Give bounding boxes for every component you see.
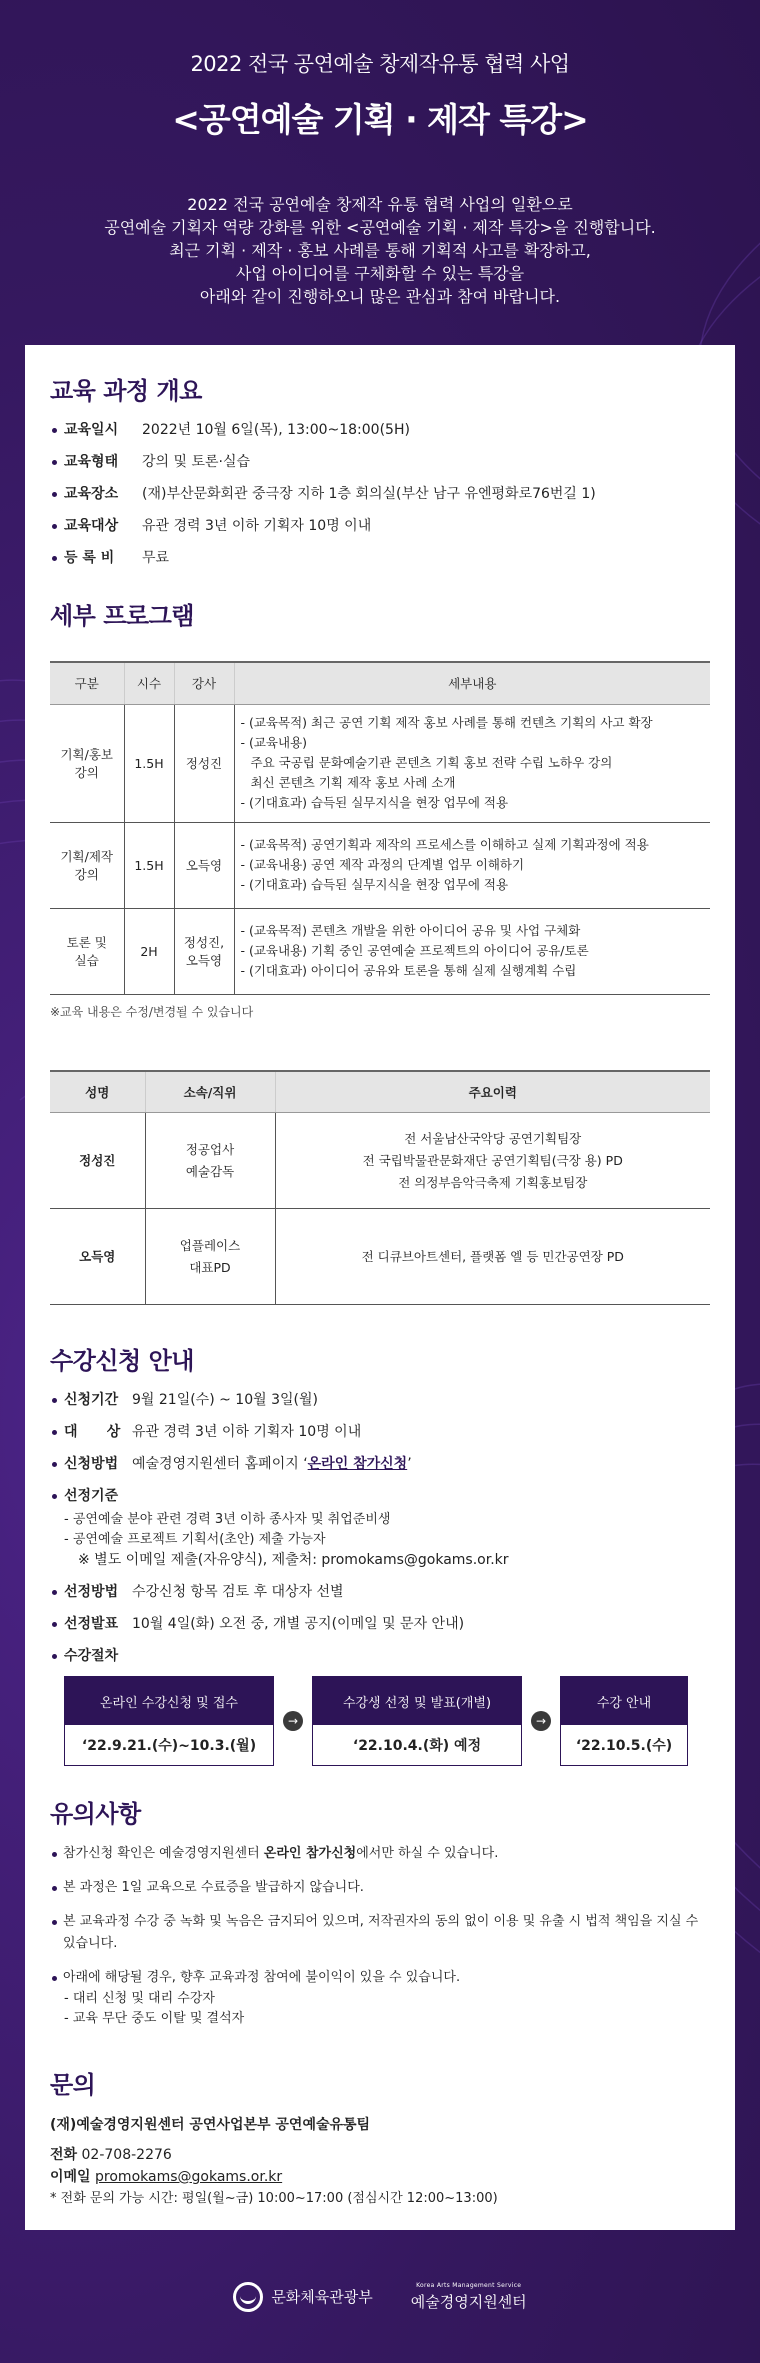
bullet-icon	[52, 1494, 57, 1499]
caution-sub: - 대리 신청 및 대리 수강자	[64, 1991, 215, 2006]
step-date: ‘22.10.5.(수)	[575, 1738, 673, 1754]
caution-list	[50, 1843, 710, 1989]
apply-item	[50, 1646, 710, 1666]
apply-label: 대 상	[64, 1424, 121, 1440]
overview-item	[50, 548, 710, 568]
detail-line: - (기대효과) 습득된 실무지식을 현장 업무에 적용	[240, 877, 509, 892]
contact-hours: * 전화 문의 가능 시간: 평일(월~금) 10:00~17:00 (점심시간 12:00~13:00)	[50, 2191, 498, 2206]
overview-item	[50, 420, 710, 440]
program-col-header: 강사	[174, 662, 234, 704]
apply-value: 10월 4일(화) 오전 중, 개별 공지(이메일 및 문자 안내)	[132, 1616, 465, 1632]
contact-email	[50, 2166, 710, 2188]
bullet-icon	[52, 1590, 57, 1595]
logo-text: 예술경영지원센터	[410, 2292, 527, 2311]
lecturer-position: 정공업사 예술감독	[145, 1113, 275, 1209]
program-note: ※교육 내용은 수정/변경될 수 있습니다	[50, 1004, 254, 1019]
lecturer-table	[50, 1070, 710, 1306]
criteria-line: - 공연예술 분야 관련 경력 3년 이하 종사자 및 취업준비생	[64, 1512, 391, 1527]
overview-value: 강의 및 토론·실습	[142, 454, 251, 470]
table-row	[50, 822, 710, 908]
program-details	[234, 822, 710, 908]
header-intro	[0, 193, 760, 308]
content-card	[25, 345, 735, 2230]
bullet-icon	[52, 492, 57, 497]
history-line: 전 의정부음악극축제 기획홍보팀장	[398, 1174, 588, 1190]
phone-label: 전화	[50, 2147, 78, 2163]
history-line: 전 국립박물관문화재단 공연기획팀(극장 용) PD	[362, 1152, 623, 1168]
overview-label: 교육장소	[64, 486, 119, 502]
intro-line: 공연예술 기획자 역량 강화를 위한 <공연예술 기획 · 제작 특강>을 진행합니다.	[104, 218, 656, 237]
caution-text: 참가신청 확인은 예술경영지원센터	[63, 1846, 264, 1861]
apply-item	[50, 1582, 710, 1602]
bullet-icon	[52, 1886, 57, 1891]
overview-item	[50, 452, 710, 472]
program-details	[234, 908, 710, 994]
lecturer-name: 오득영	[50, 1209, 145, 1305]
bullet-icon	[52, 524, 57, 529]
caution-text: 본 교육과정 수강 중 녹화 및 녹음은 금지되어 있으며, 저작권자의 동의 없이 이용 및 유출 시 법적 책임을 지실 수 있습니다.	[63, 1914, 699, 1951]
lecturer-col-header: 성명	[50, 1071, 145, 1113]
program-col-header: 시수	[124, 662, 174, 704]
program-col-header: 세부내용	[234, 662, 710, 704]
online-apply-link[interactable]: 온라인 참가신청	[307, 1456, 408, 1472]
caution-text: 아래에 해당될 경우, 향후 교육과정 참여에 불이익이 있을 수 있습니다.	[63, 1970, 461, 1985]
lecturer-name: 정성진	[50, 1113, 145, 1209]
overview-list	[50, 420, 710, 568]
history-line: 전 디큐브아트센터, 플랫폼 엘 등 민간공연장 PD	[361, 1248, 624, 1264]
detail-line: - (교육내용)	[240, 735, 308, 750]
detail-line: 주요 국공립 문화예술기관 콘텐츠 기획 홍보 전략 수립 노하우 강의	[250, 755, 613, 770]
step-title: 수강 안내	[561, 1677, 687, 1725]
apply-label: 수강절차	[64, 1648, 119, 1664]
bullet-icon	[52, 1976, 57, 1981]
detail-line: 최신 콘텐츠 기획 제작 홍보 사례 소개	[250, 775, 456, 790]
program-hours: 1.5H	[124, 704, 174, 822]
overview-label: 교육일시	[64, 422, 119, 438]
lecturer-col-header: 소속/직위	[145, 1071, 275, 1113]
criteria-line: - 공연예술 프로젝트 기획서(초안) 제출 가능자	[64, 1532, 326, 1547]
apply-label: 신청방법	[64, 1456, 119, 1472]
apply-item	[50, 1390, 710, 1410]
method-suffix: ’	[407, 1456, 412, 1472]
overview-item	[50, 516, 710, 536]
bullet-icon	[52, 428, 57, 433]
apply-item	[50, 1614, 710, 1634]
program-heading: 세부 프로그램	[50, 602, 194, 630]
apply-list	[50, 1390, 710, 1506]
detail-line: - (교육목적) 콘텐츠 개발을 위한 아이디어 공유 및 사업 구체화	[240, 923, 581, 938]
caution-item	[50, 1967, 710, 1989]
apply-label: 선정기준	[64, 1488, 119, 1504]
detail-line: - (교육목적) 최근 공연 기획 제작 홍보 사례를 통해 컨텐츠 기획의 사고 확장	[240, 715, 653, 730]
apply-value: 9월 21일(수) ~ 10월 3일(월)	[132, 1392, 318, 1408]
caution-item	[50, 1843, 710, 1865]
lecturer-col-header: 주요이력	[275, 1071, 710, 1113]
lecturer-history	[275, 1209, 710, 1305]
program-hours: 2H	[124, 908, 174, 994]
caution-text: 본 과정은 1일 교육으로 수료증을 발급하지 않습니다.	[63, 1880, 364, 1895]
intro-line: 사업 아이디어를 구체화할 수 있는 특강을	[235, 264, 525, 283]
bullet-icon	[52, 1398, 57, 1403]
lecturer-position: 업플레이스 대표PD	[145, 1209, 275, 1305]
step-title: 수강생 선정 및 발표(개별)	[313, 1677, 521, 1725]
contact-phone	[50, 2144, 710, 2166]
apply-label: 선정발표	[64, 1616, 119, 1632]
bullet-icon	[52, 1622, 57, 1627]
contact-org: (재)예술경영지원센터 공연사업본부 공연예술유통팀	[50, 2117, 371, 2133]
detail-line: - (교육내용) 기획 중인 공연예술 프로젝트의 아이디어 공유/토론	[240, 943, 589, 958]
mcst-logo	[233, 2282, 372, 2312]
apply-value: 수강신청 항목 검토 후 대상자 선별	[132, 1584, 344, 1600]
history-line: 전 서울남산국악당 공연기획팀장	[404, 1130, 582, 1146]
overview-value: (재)부산문화회관 중극장 지하 1층 회의실(부산 남구 유엔평화로76번길 1)	[142, 486, 596, 502]
email-link[interactable]: promokams@gokams.or.kr	[95, 2169, 283, 2185]
bullet-icon	[52, 1654, 57, 1659]
arrow-right-icon: →	[283, 1711, 303, 1731]
overview-heading: 교육 과정 개요	[50, 377, 202, 405]
program-table	[50, 661, 710, 995]
apply-item	[50, 1486, 710, 1506]
contact-block	[50, 2114, 710, 2210]
caution-item	[50, 1877, 710, 1899]
bullet-icon	[52, 1430, 57, 1435]
table-row	[50, 1113, 710, 1209]
overview-value: 2022년 10월 6일(목), 13:00~18:00(5H)	[142, 422, 410, 438]
program-details	[234, 704, 710, 822]
program-lecturer: 정성진	[174, 704, 234, 822]
program-lecturer: 정성진, 오득영	[174, 908, 234, 994]
apply-value: 유관 경력 3년 이하 기획자 10명 이내	[132, 1424, 362, 1440]
contact-heading: 문의	[50, 2071, 96, 2099]
bullet-icon	[52, 556, 57, 561]
method-prefix: 예술경영지원센터 홈페이지 ‘	[132, 1456, 308, 1472]
program-lecturer: 오득영	[174, 822, 234, 908]
step-date: ‘22.10.4.(화) 예정	[352, 1738, 482, 1754]
program-category: 토론 및 실습	[50, 908, 124, 994]
step-title: 온라인 수강신청 및 접수	[65, 1677, 273, 1725]
overview-item	[50, 484, 710, 504]
logo-text-en: Korea Arts Management Service	[416, 2281, 522, 2289]
lecturer-history	[275, 1113, 710, 1209]
footer	[0, 2230, 760, 2363]
apply-value	[132, 1454, 710, 1474]
table-row	[50, 908, 710, 994]
table-row	[50, 704, 710, 822]
bullet-icon	[52, 1852, 57, 1857]
header-title: <공연예술 기획 · 제작 특강>	[172, 100, 588, 139]
caution-text: 에서만 하실 수 있습니다.	[356, 1846, 499, 1861]
email-label: 이메일	[50, 2169, 91, 2185]
caution-heading: 유의사항	[50, 1800, 141, 1828]
apply-label: 선정방법	[64, 1584, 119, 1600]
intro-line: 아래와 같이 진행하오니 많은 관심과 참여 바랍니다.	[199, 287, 561, 306]
process-step	[560, 1676, 688, 1766]
caution-item	[50, 1911, 710, 1955]
detail-line: - (기대효과) 습득된 실무지식을 현장 업무에 적용	[240, 795, 509, 810]
step-date: ‘22.9.21.(수)~10.3.(월)	[81, 1738, 257, 1754]
process-step	[64, 1676, 274, 1766]
mcst-emblem-icon	[233, 2282, 263, 2312]
apply-list-2	[50, 1582, 710, 1666]
caution-sub: - 교육 무단 중도 이탈 및 결석자	[64, 2011, 245, 2026]
program-category: 기획/제작 강의	[50, 822, 124, 908]
bullet-icon	[52, 1920, 57, 1925]
process-steps	[64, 1676, 710, 1766]
overview-label: 교육형태	[64, 454, 119, 470]
detail-line: - (교육목적) 공연기획과 제작의 프로세스를 이해하고 실제 기획과정에 적용	[240, 837, 649, 852]
kams-logo	[411, 2282, 527, 2312]
intro-line: 최근 기획 · 제작 · 홍보 사례를 통해 기획적 사고를 확장하고,	[169, 241, 591, 260]
program-hours: 1.5H	[124, 822, 174, 908]
bullet-icon	[52, 1462, 57, 1467]
overview-label: 교육대상	[64, 518, 119, 534]
arrow-right-icon: →	[531, 1711, 551, 1731]
overview-value: 무료	[142, 550, 170, 566]
overview-value: 유관 경력 3년 이하 기획자 10명 이내	[142, 518, 372, 534]
program-category: 기획/홍보 강의	[50, 704, 124, 822]
table-row	[50, 1209, 710, 1305]
apply-item	[50, 1454, 710, 1474]
caution-bold: 온라인 참가신청	[263, 1846, 357, 1861]
phone-value: 02-708-2276	[81, 2147, 172, 2163]
apply-label: 신청기간	[64, 1392, 119, 1408]
bullet-icon	[52, 460, 57, 465]
program-col-header: 구분	[50, 662, 124, 704]
overview-label: 등 록 비	[64, 550, 115, 566]
detail-line: - (기대효과) 아이디어 공유와 토론을 통해 실제 실행계획 수립	[240, 963, 577, 978]
criteria-note: ※ 별도 이메일 제출(자유양식), 제출처: promokams@gokams.or.kr	[78, 1552, 509, 1568]
apply-item	[50, 1422, 710, 1442]
detail-line: - (교육내용) 공연 제작 과정의 단계별 업무 이해하기	[240, 857, 525, 872]
process-step	[312, 1676, 522, 1766]
apply-heading: 수강신청 안내	[50, 1347, 194, 1375]
header-subtitle: 2022 전국 공연예술 창제작유통 협력 사업	[190, 52, 570, 76]
header	[0, 0, 760, 308]
intro-line: 2022 전국 공연예술 창제작 유통 협력 사업의 일환으로	[187, 195, 573, 214]
logo-text: 문화체육관광부	[271, 2288, 373, 2306]
